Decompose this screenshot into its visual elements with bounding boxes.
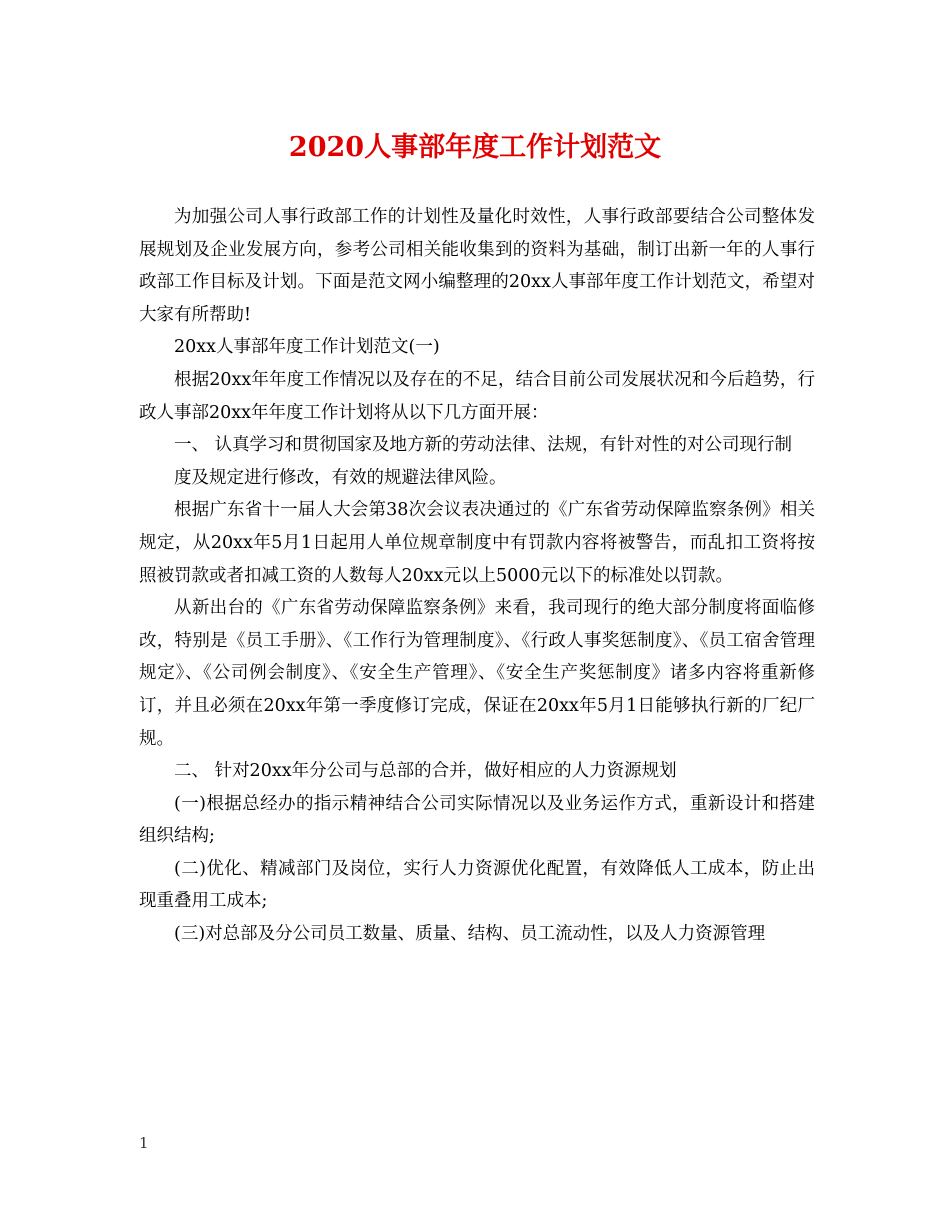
paragraph-sub-item-three: (三)对总部及分公司员工数量、质量、结构、员工流动性，以及人力资源管理	[174, 924, 766, 945]
page-number: 1	[139, 1134, 149, 1152]
paragraph-sub-item-two: (二)优化、精减部门及岗位，实行人力资源优化配置，有效降低人工成本，防止出现重叠用工成本;	[139, 858, 815, 912]
document-title: 2020人事部年度工作计划范文	[288, 132, 662, 163]
paragraph-item-one: 一、 认真学习和贯彻国家及地方新的劳动法律、法规，有针对性的对公司现行制	[174, 435, 793, 456]
paragraph-intro: 为加强公司人事行政部工作的计划性及量化时效性，人事行政部要结合公司整体发展规划及企业发展方向，参考公司相关能收集到的资料为基础，制订出新一年的人事行政部工作目标及计划。下面是范文网小编整理的20xx人事部年度工作计划范文，希望对大家有所帮助!	[139, 207, 815, 325]
paragraph-item-one-continued: 度及规定进行修改，有效的规避法律风险。	[174, 467, 507, 488]
paragraph-regulation: 根据广东省十一届人大会第38次会议表决通过的《广东省劳动保障监察条例》相关规定，从20xx年5月1日起用人单位规章制度中有罚款内容将被警告，而乱扣工资将按照被罚款或者扣减工资的人数每人20xx元以上5000元以下的标准处以罚款。	[139, 500, 815, 586]
paragraph-section-heading: 20xx人事部年度工作计划范文(一)	[174, 337, 440, 358]
document-body	[139, 201, 815, 951]
paragraph-item-two: 二、 针对20xx年分公司与总部的合并，做好相应的人力资源规划	[174, 761, 677, 782]
paragraph-overview: 根据20xx年年度工作情况以及存在的不足，结合目前公司发展状况和今后趋势，行政人事部20xx年年度工作计划将从以下几方面开展：	[139, 369, 815, 423]
paragraph-sub-item-one: (一)根据总经办的指示精神结合公司实际情况以及业务运作方式，重新设计和搭建组织结构;	[139, 793, 815, 847]
paragraph-revision: 从新出台的《广东省劳动保障监察条例》来看，我司现行的绝大部分制度将面临修改，特别是《员工手册》、《工作行为管理制度》、《行政人事奖惩制度》、《员工宿舍管理规定》、《公司例会制度》、《安全生产管理》、《安全生产奖惩制度》诸多内容将重新修订，并且必须在20xx年第一季度修订完成，保证在20xx年5月1日能够执行新的厂纪厂规。	[139, 598, 815, 749]
